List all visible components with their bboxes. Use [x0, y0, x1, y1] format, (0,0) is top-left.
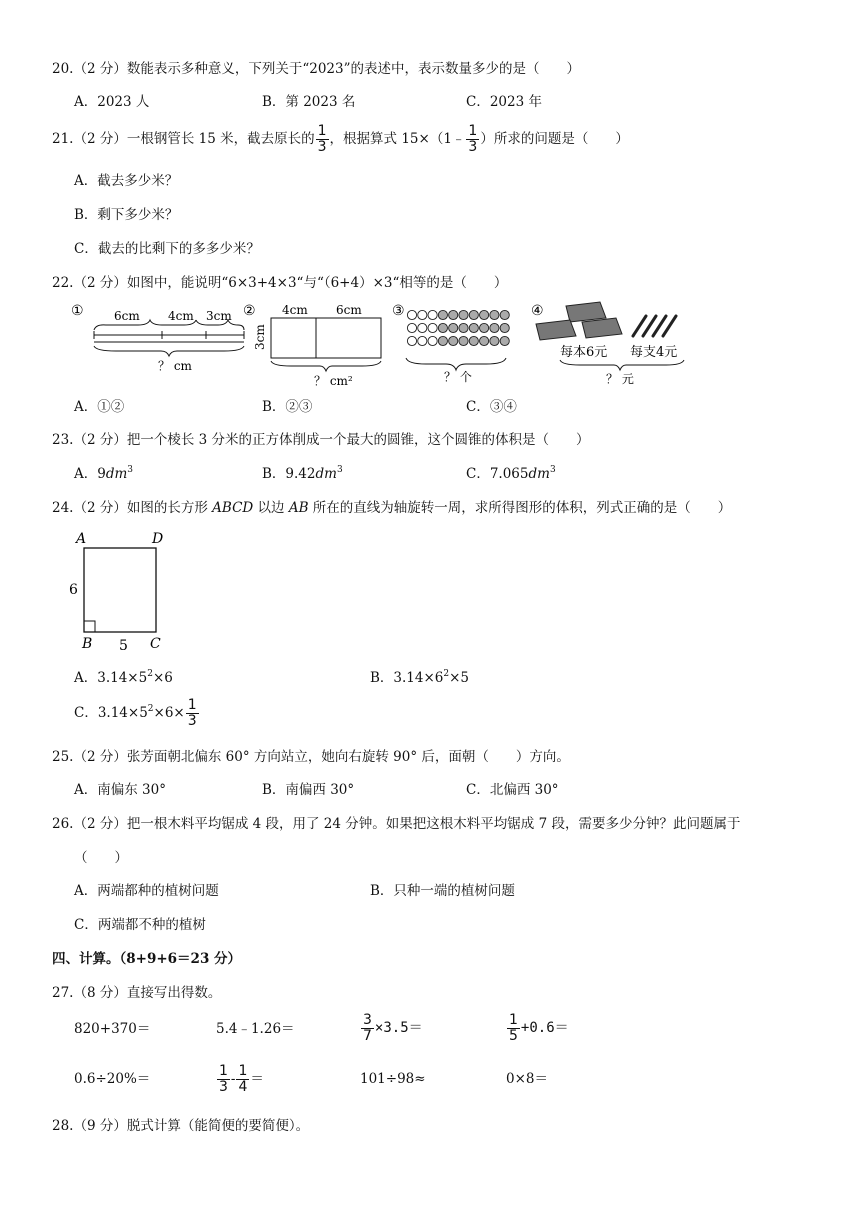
dot	[500, 336, 509, 345]
q24-option-c: C．$3.14\times 5^2\times 6\times$ $\frac{1}{3}$	[74, 697, 197, 729]
fig2-rectangles	[271, 318, 381, 371]
dot	[428, 336, 437, 345]
q20-option-c: C．2023 年	[466, 94, 542, 110]
dot	[407, 310, 416, 319]
q28-stem: 28.（9 分）脱式计算（能简便的要简便）。	[52, 1118, 310, 1134]
dot	[480, 310, 489, 319]
q27-expr-7: 101÷98≈	[360, 1071, 426, 1087]
fig4-number: ④	[531, 303, 544, 319]
q26-option-a: A．两端都种的植树问题	[74, 883, 219, 899]
dot	[469, 323, 478, 332]
fig1-total: ？ cm	[158, 359, 192, 373]
dot	[438, 323, 447, 332]
fig4-total: ？ 元	[606, 372, 634, 386]
q23-option-a: A．$9dm^3$	[74, 465, 134, 482]
fig1-number: ①	[71, 303, 84, 319]
q23-option-c: C．$7.065dm^3$	[466, 465, 556, 482]
dot	[490, 310, 499, 319]
q22-stem: 22.（2 分）如图中，能说明“6×3+4×3“与“（6+4）×3“相等的是（ ）	[52, 275, 508, 291]
q21-option-a: A．截去多少米？	[74, 173, 179, 189]
fig3-number: ③	[392, 303, 405, 319]
q26-stem-cont: （ ）	[74, 850, 128, 866]
q27-expr-1: 820+370＝	[74, 1021, 151, 1037]
dot	[449, 323, 458, 332]
q25-stem: 25.（2 分）张芳面朝北偏东 60° 方向站立，她向右旋转 90° 后，面朝（ ）方向。	[52, 749, 570, 765]
q27-expr-4: $\frac{1}{5}$ +0.6＝	[509, 1012, 569, 1044]
q25-option-b: B．南偏西 30°	[262, 782, 355, 798]
q22-figures	[66, 298, 706, 390]
fig2-label-6cm: 6cm	[336, 303, 362, 317]
dot	[459, 310, 468, 319]
q21-option-b: B．剩下多少米？	[74, 207, 179, 223]
dot	[449, 310, 458, 319]
q26-stem: 26.（2 分）把一根木料平均锯成 4 段，用了 24 分钟。如果把这根木料平均锯成 7 段，需要多少分钟？此问题属于	[52, 816, 741, 832]
dot	[449, 336, 458, 345]
q23-option-b: B．$9.42dm^3$	[262, 465, 343, 482]
dot	[480, 323, 489, 332]
q22-option-c: C．③④	[466, 399, 517, 415]
q26-option-b: B．只种一端的植树问题	[370, 883, 515, 899]
dot	[418, 310, 427, 319]
q21-stem: 21.（2 分）一根钢管长 15 米，截去原长的 $\frac{1}{3}$ ，根据算式 15×（1﹣ $\frac{1}{3}$ ）所求的问题是（ ）	[52, 123, 629, 155]
fig2-label-4cm: 4cm	[282, 303, 308, 317]
dot	[428, 323, 437, 332]
dot	[480, 336, 489, 345]
q27-stem: 27.（8 分）直接写出得数。	[52, 985, 222, 1001]
fig1-label-6cm: 6cm	[114, 309, 140, 323]
rectangle-abcd-figure	[62, 528, 182, 656]
fig1-label-3cm: 3cm	[206, 309, 232, 323]
section-heading: 四、计算。（8+9+6＝23 分）	[52, 951, 242, 967]
q25-option-c: C．北偏西 30°	[466, 782, 559, 798]
dot	[407, 323, 416, 332]
q22-option-b: B．②③	[262, 399, 313, 415]
q25-option-a: A．南偏东 30°	[74, 782, 166, 798]
fig2-label-3cm: 3cm	[253, 324, 267, 350]
q24-option-a: A．$3.14\times 5^2\times 6$	[74, 669, 173, 686]
dot	[500, 310, 509, 319]
fig1-label-4cm: 4cm	[168, 309, 194, 323]
q24-option-b: B．$3.14\times 6^2\times 5$	[370, 669, 470, 686]
q27-expr-3: $\frac{3}{7}$ ×3.5＝	[363, 1012, 423, 1044]
fig1-segments	[94, 320, 244, 356]
fig4-price-pencil: 每支4元	[630, 345, 678, 360]
fig3-total: ？ 个	[444, 370, 472, 384]
dot	[407, 336, 416, 345]
book-icon	[536, 302, 622, 340]
fig2-total: ？ cm²	[314, 374, 353, 388]
dot	[469, 336, 478, 345]
q20-option-a: A．2023 人	[74, 94, 150, 110]
side-length-label: 6	[69, 582, 78, 598]
q27-expr-2: 5.4﹣1.26＝	[216, 1021, 295, 1037]
dot	[438, 310, 447, 319]
fraction-one-third: $\frac{1}{3}$	[468, 123, 478, 155]
dot	[418, 323, 427, 332]
dot	[500, 323, 509, 332]
fig3-dots	[407, 310, 509, 345]
q20-stem: 20.（2 分）数能表示多种意义，下列关于“2023”的表述中，表示数量多少的是（ ）	[52, 61, 581, 77]
dot	[490, 336, 499, 345]
vertex-c-label: C	[150, 636, 161, 652]
dot	[469, 310, 478, 319]
fraction-one-third: $\frac{1}{3}$	[187, 697, 197, 729]
bottom-length-label: 5	[119, 638, 128, 654]
dot	[418, 336, 427, 345]
vertex-a-label: A	[76, 531, 87, 547]
q27-expr-6: $\frac{1}{3}$ - $\frac{1}{4}$ ＝	[219, 1063, 264, 1095]
vertex-d-label: D	[152, 531, 164, 547]
q24-stem: 24.（2 分）如图的长方形 ABCD 以边 AB 所在的直线为轴旋转一周，求所得图形的体积，列式正确的是（ ）	[52, 500, 732, 516]
dot	[438, 336, 447, 345]
q27-expr-5: 0.6÷20%＝	[74, 1071, 151, 1087]
dot	[459, 336, 468, 345]
q26-option-c: C．两端都不种的植树	[74, 917, 206, 933]
fraction-one-third: $\frac{1}{3}$	[317, 123, 327, 155]
q23-stem: 23.（2 分）把一个棱长 3 分米的正方体削成一个最大的圆锥，这个圆锥的体积是（ ）	[52, 432, 590, 448]
fig4-price-book: 每本6元	[560, 345, 608, 360]
fig2-number: ②	[243, 303, 256, 319]
pencil-icon	[633, 316, 676, 336]
dot	[459, 323, 468, 332]
dot	[490, 323, 499, 332]
q21-option-c: C．截去的比剩下的多多少米？	[74, 241, 260, 257]
vertex-b-label: B	[82, 636, 93, 652]
q20-option-b: B．第 2023 名	[262, 94, 356, 110]
dot	[428, 310, 437, 319]
q22-option-a: A．①②	[74, 399, 125, 415]
q27-expr-8: 0×8＝	[506, 1071, 548, 1087]
